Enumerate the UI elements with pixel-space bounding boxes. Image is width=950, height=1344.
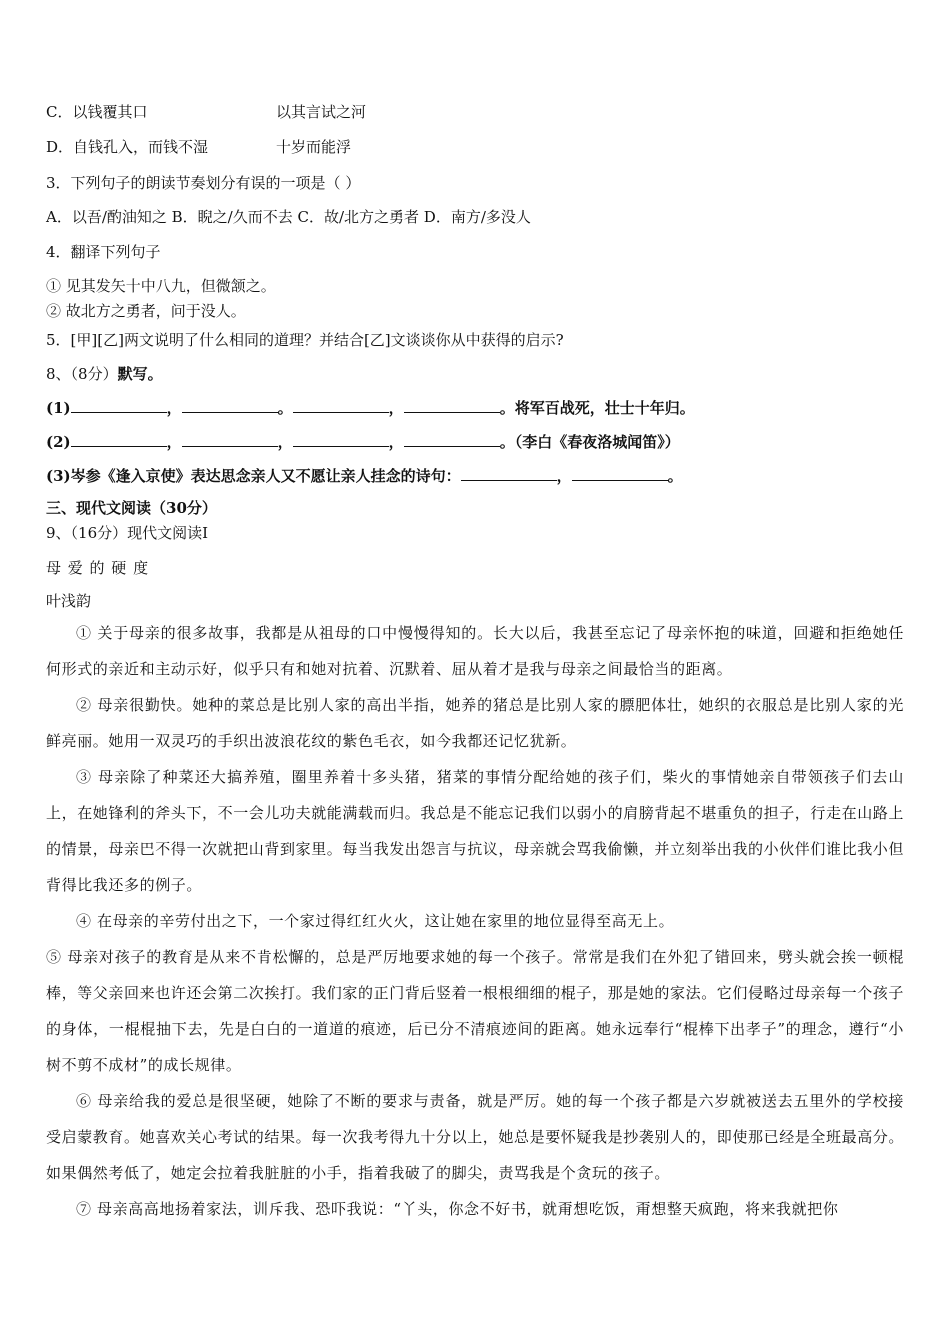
question-8-heading [46, 364, 163, 384]
dictation-3-prompt: (3)岑参《逢入京使》表达思念亲人又不愿让亲人挂念的诗句： [46, 467, 461, 485]
punctuation: ， [166, 433, 182, 451]
question-8-title: 默写。 [117, 365, 163, 383]
article-paragraph-4: ④ 在母亲的辛劳付出之下，一个家过得红红火火，这让她在家里的地位显得至高无上。 [76, 912, 675, 930]
article-paragraph-2: ② 母亲很勤快。她种的菜总是比别人家的高出半指，她养的猪总是比别人家的膘肥体壮，她织的衣服总是比别人家的光鲜亮丽。她用一双灵巧的手织出波浪花纹的紫色毛衣，如今我都还记忆犹新。 [46, 696, 904, 750]
answer-blank[interactable] [182, 398, 278, 413]
dictation-2-source: （李白《春夜洛城闻笛》） [514, 433, 680, 451]
punctuation: ， [277, 433, 293, 451]
article-paragraph-5: ⑤ 母亲对孩子的教育是从来不肯松懈的，总是严厉地要求她的每一个孩子。常常是我们在外犯了错回来，劈头就会挨一顿棍棒，等父亲回来也许还会第二次挨打。我们家的正门背后竖着一根根细细的棍子，那是她的家法。它们侵略过母亲每一个孩子的身体，一棍棍抽下去，先是白白的一道道的痕迹，后已分不清痕迹间的距离。她永远奉行“棍棒下出孝子”的理念，遵行“小树不剪不成材”的成长规律。 [46, 948, 905, 1074]
answer-blank[interactable] [404, 398, 500, 413]
dictation-line-1 [46, 398, 695, 418]
dictation-1-given-text: 将军百战死，壮士十年归。 [514, 399, 695, 417]
dictation-1-label: (1) [46, 399, 71, 417]
question-4-sentence-1: ① 见其发矢十中八九，但微颔之。 [46, 277, 276, 295]
section-3-heading: 三、现代文阅读（30分） [46, 499, 217, 517]
punctuation: ， [556, 467, 572, 485]
question-8-number: 8、（8分） [46, 365, 118, 383]
question-3-choices: A．以吾/酌油知之 B．睨之/久而不去 C．故/北方之勇者 D．南方/多没人 [46, 208, 531, 226]
answer-blank[interactable] [71, 398, 167, 413]
answer-blank[interactable] [572, 466, 668, 481]
answer-blank[interactable] [293, 432, 389, 447]
question-4-sentence-2: ② 故北方之勇者，问于没人。 [46, 302, 246, 320]
punctuation: 。 [277, 399, 293, 417]
article-paragraph-3: ③ 母亲除了种菜还大搞养殖，圈里养着十多头猪，猪菜的事情分配给她的孩子们，柴火的事情她亲自带领孩子们去山上，在她锋利的斧头下，不一会儿功夫就能满载而归。我总是不能忘记我们以弱小的肩膀背起不堪重负的担子，行走在山路上的情景，母亲巴不得一次就把山背到家里。每当我发出怨言与抗议，母亲就会骂我偷懒，并立刻举出我的小伙伴们谁比我小但背得比我还多的例子。 [46, 768, 905, 894]
option-c-left: C．以钱覆其口 [46, 103, 148, 121]
punctuation: ， [166, 399, 182, 417]
answer-blank[interactable] [461, 466, 557, 481]
article-author: 叶浅韵 [46, 592, 92, 610]
answer-blank[interactable] [293, 398, 389, 413]
punctuation: ， [388, 433, 404, 451]
question-4-stem: 4．翻译下列句子 [46, 243, 161, 261]
question-5-stem: 5．[甲][乙]两文说明了什么相同的道理？并结合[乙]文谈谈你从中获得的启示? [46, 331, 564, 349]
question-3-stem: 3．下列句子的朗读节奏划分有误的一项是（ ） [46, 174, 361, 192]
option-d-left: D．自钱孔入，而钱不湿 [46, 138, 209, 156]
punctuation: 。 [499, 433, 515, 451]
option-c-right: 以其言试之河 [276, 103, 367, 121]
punctuation: 。 [499, 399, 515, 417]
answer-blank[interactable] [182, 432, 278, 447]
article-title: 母 爱 的 硬 度 [46, 559, 150, 577]
dictation-line-3 [46, 466, 683, 486]
question-9-heading: 9、（16分）现代文阅读Ⅰ [46, 524, 209, 542]
dictation-line-2 [46, 432, 680, 452]
article-paragraph-1: ① 关于母亲的很多故事，我都是从祖母的口中慢慢得知的。长大以后，我甚至忘记了母亲怀抱的味道，回避和拒绝她任何形式的亲近和主动示好，似乎只有和她对抗着、沉默着、屈从着才是我与母亲之间最恰当的距离。 [46, 624, 904, 678]
article-paragraph-6: ⑥ 母亲给我的爱总是很坚硬，她除了不断的要求与责备，就是严厉。她的每一个孩子都是六岁就被送去五里外的学校接受启蒙教育。她喜欢关心考试的结果。每一次我考得九十分以上，她总是要怀疑我是抄袭别人的，即使那已经是全班最高分。如果偶然考低了，她定会拉着我脏脏的小手，指着我破了的脚尖，责骂我是个贪玩的孩子。 [46, 1092, 905, 1182]
punctuation: 。 [667, 467, 683, 485]
dictation-2-label: (2) [46, 433, 71, 451]
option-d-right: 十岁而能浮 [276, 138, 352, 156]
article-paragraph-7: ⑦ 母亲高高地扬着家法，训斥我、恐吓我说：“丫头，你念不好书，就甭想吃饭，甭想整天疯跑，将来我就把你 [76, 1200, 839, 1218]
answer-blank[interactable] [71, 432, 167, 447]
punctuation: ， [388, 399, 404, 417]
answer-blank[interactable] [404, 432, 500, 447]
